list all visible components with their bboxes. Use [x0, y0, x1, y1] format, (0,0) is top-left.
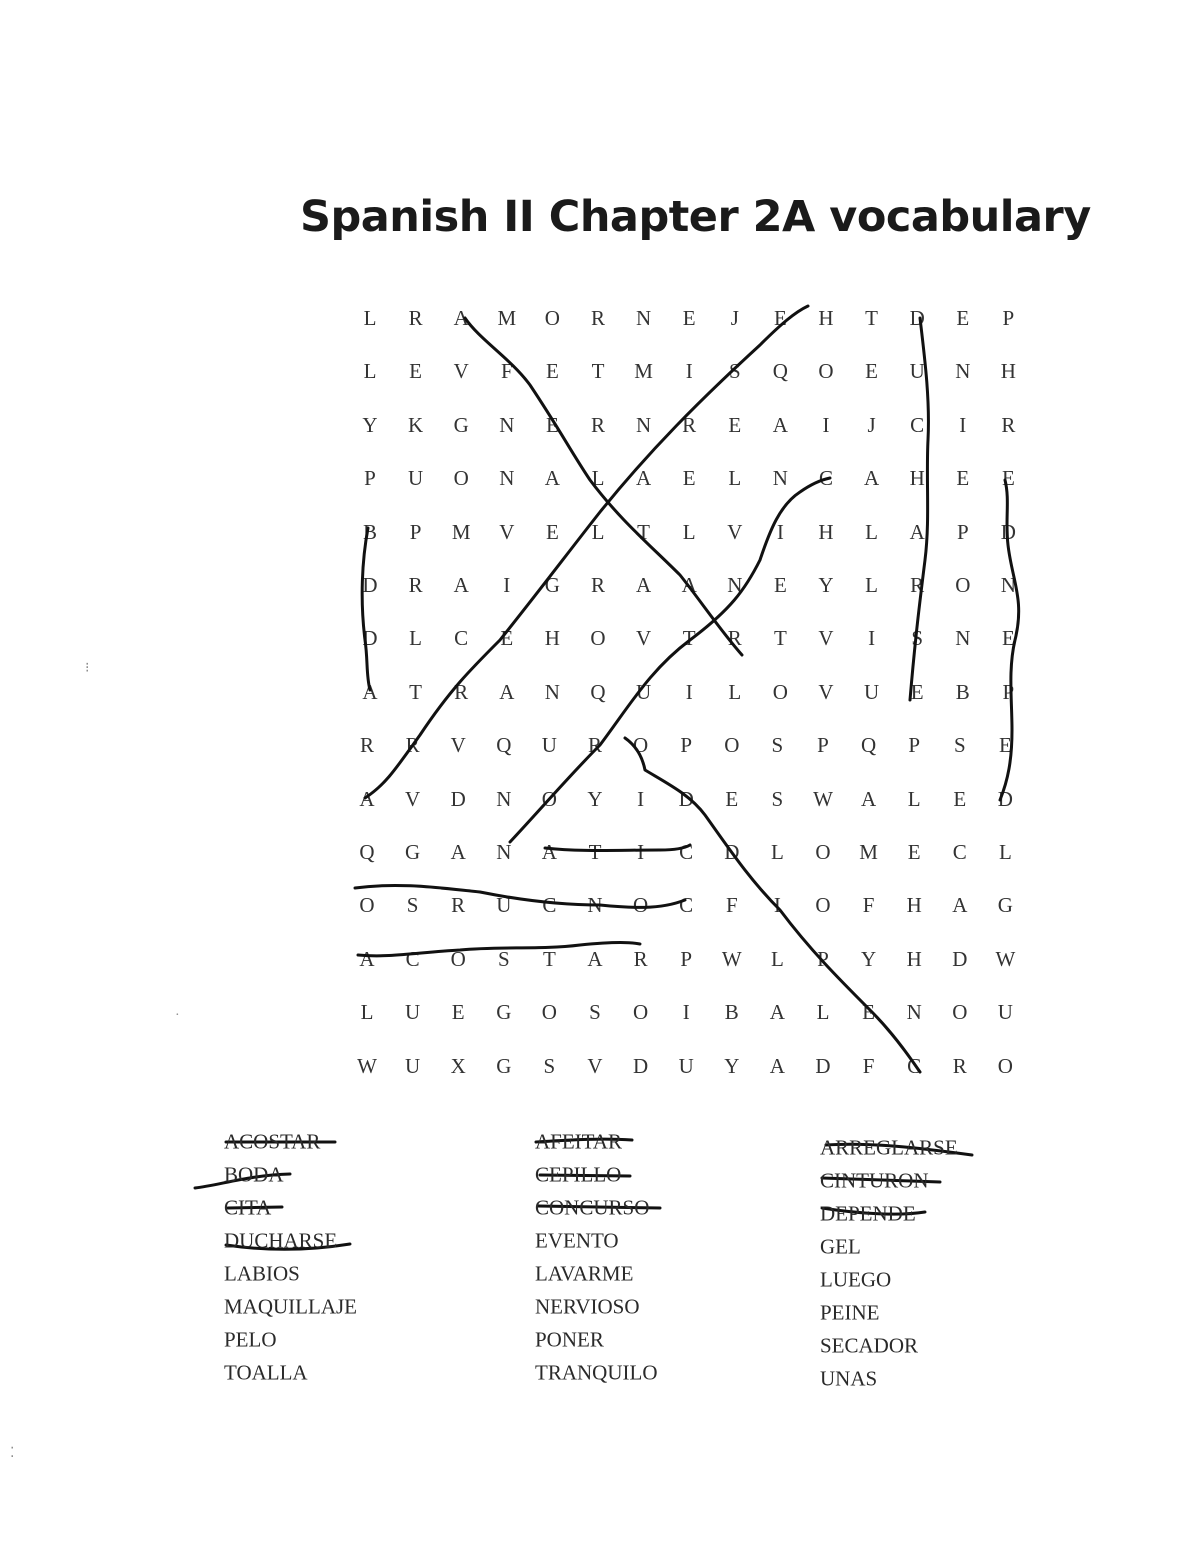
- grid-letter: L: [998, 840, 1012, 864]
- grid-letter: C: [679, 893, 694, 918]
- grid-letter: O: [818, 359, 834, 384]
- grid-letter: M: [497, 306, 517, 330]
- grid-letter: R: [910, 573, 925, 597]
- grid-letter: E: [1001, 626, 1015, 651]
- grid-letter: U: [541, 733, 557, 758]
- grid-letter: F: [500, 359, 513, 384]
- grid-letter: T: [409, 679, 422, 704]
- grid-letter: M: [634, 359, 653, 384]
- vocab-word: TOALLA: [224, 1360, 308, 1385]
- grid-letter: U: [496, 893, 512, 918]
- grid-letter: N: [499, 412, 515, 437]
- grid-letter: A: [453, 306, 469, 330]
- grid-letter: B: [724, 1000, 739, 1025]
- grid-letter: E: [409, 359, 422, 384]
- grid-letter: E: [956, 306, 970, 330]
- grid-letter: T: [637, 519, 650, 544]
- grid-letter: E: [862, 1000, 875, 1025]
- grid-letter: G: [496, 1000, 512, 1025]
- grid-letter: U: [909, 359, 925, 384]
- grid-letter: Y: [724, 1053, 740, 1078]
- grid-letter: E: [545, 412, 559, 437]
- grid-letter: P: [409, 519, 422, 544]
- vocab-word: LUEGO: [820, 1267, 892, 1292]
- grid-letter: E: [451, 1000, 465, 1025]
- grid-letter: E: [500, 626, 514, 651]
- grid-letter: V: [405, 786, 421, 811]
- grid-letter: N: [906, 1000, 922, 1025]
- grid-letter: E: [773, 573, 787, 597]
- grid-letter: Q: [861, 733, 877, 758]
- grid-letter: V: [818, 679, 834, 704]
- grid-letter: N: [636, 306, 652, 330]
- grid-letter: R: [451, 893, 466, 918]
- vocab-word: DEPENDE: [820, 1201, 916, 1226]
- worksheet-title: Spanish II Chapter 2A vocabulary: [300, 192, 1091, 242]
- grid-letter: E: [545, 519, 559, 544]
- grid-letter: E: [728, 412, 742, 437]
- grid-letter: O: [952, 1000, 968, 1025]
- vocab-word: TRANQUILO: [535, 1360, 658, 1385]
- grid-letter: C: [454, 626, 469, 651]
- grid-letter: G: [405, 840, 421, 864]
- grid-letter: W: [813, 786, 833, 811]
- grid-letter: N: [955, 626, 971, 651]
- grid-letter: R: [359, 733, 374, 758]
- scan-speck: ⁝: [85, 661, 90, 676]
- grid-letter: L: [728, 466, 742, 491]
- grid-letter: V: [818, 626, 834, 651]
- grid-letter: P: [680, 733, 693, 758]
- grid-letter: A: [909, 519, 925, 544]
- grid-letter: Y: [587, 786, 603, 811]
- grid-letter: G: [496, 1053, 512, 1078]
- grid-letter: D: [678, 786, 694, 811]
- grid-letter: A: [769, 1000, 785, 1025]
- grid-letter: U: [997, 1000, 1013, 1025]
- grid-letter: I: [776, 519, 784, 544]
- grid-letter: O: [815, 840, 831, 864]
- grid-letter: L: [591, 466, 605, 491]
- grid-letter: H: [906, 893, 922, 918]
- grid-letter: S: [911, 626, 924, 651]
- vocab-word: NERVIOSO: [535, 1294, 640, 1319]
- grid-letter: I: [682, 1000, 690, 1025]
- grid-letter: T: [542, 946, 556, 971]
- grid-letter: L: [907, 786, 921, 811]
- grid-letter: L: [770, 946, 784, 971]
- grid-letter: L: [728, 679, 742, 704]
- grid-letter: W: [995, 946, 1016, 971]
- grid-letter: S: [497, 946, 510, 971]
- grid-letter: O: [955, 573, 971, 597]
- grid-letter: Q: [359, 840, 375, 864]
- grid-letter: U: [678, 1053, 694, 1078]
- grid-letter: V: [499, 519, 515, 544]
- grid-letter: I: [822, 412, 830, 437]
- grid-letter: H: [909, 466, 925, 491]
- grid-letter: M: [451, 519, 471, 544]
- grid-letter: L: [865, 573, 878, 597]
- grid-letter: L: [363, 359, 377, 384]
- grid-letter: L: [816, 1000, 830, 1025]
- grid-letter: A: [450, 840, 466, 864]
- grid-letter: A: [587, 946, 603, 971]
- grid-letter: O: [997, 1053, 1013, 1078]
- grid-letter: O: [772, 679, 788, 704]
- grid-letter: E: [545, 359, 559, 384]
- grid-letter: O: [359, 893, 375, 918]
- scan-speck: ⁚: [10, 1446, 15, 1461]
- grid-letter: A: [359, 946, 375, 971]
- grid-letter: U: [864, 679, 880, 704]
- grid-letter: B: [362, 519, 377, 544]
- grid-letter: O: [450, 946, 466, 971]
- grid-letter: L: [360, 1000, 374, 1025]
- grid-letter: T: [865, 306, 878, 330]
- vocab-word: AFEITAR: [535, 1129, 622, 1154]
- grid-letter: O: [541, 786, 557, 811]
- grid-letter: P: [817, 946, 829, 971]
- grid-letter: E: [1001, 466, 1015, 491]
- grid-letter: R: [408, 573, 423, 597]
- grid-letter: E: [865, 359, 878, 384]
- grid-letter: P: [956, 519, 969, 544]
- grid-letter: O: [633, 733, 649, 758]
- grid-letter: R: [590, 573, 605, 597]
- grid-letter: G: [453, 412, 469, 437]
- vocab-word: CINTURON: [820, 1168, 929, 1193]
- grid-letter: A: [772, 412, 788, 437]
- grid-letter: N: [496, 840, 512, 864]
- grid-letter: R: [587, 733, 602, 758]
- grid-letter: D: [633, 1053, 649, 1078]
- vocab-word: DUCHARSE: [224, 1228, 338, 1253]
- grid-letter: V: [727, 519, 743, 544]
- grid-letter: R: [590, 412, 605, 437]
- grid-letter: A: [952, 893, 968, 918]
- grid-letter: P: [1002, 306, 1015, 330]
- vocab-word: PONER: [535, 1327, 604, 1352]
- grid-letter: T: [682, 626, 696, 651]
- grid-letter: O: [541, 1000, 557, 1025]
- grid-letter: T: [588, 840, 602, 864]
- grid-letter: U: [636, 679, 652, 704]
- grid-letter: S: [728, 359, 741, 384]
- grid-letter: R: [1001, 412, 1016, 437]
- grid-letter: E: [953, 786, 967, 811]
- grid-letter: P: [1002, 679, 1015, 704]
- grid-letter: K: [408, 412, 424, 437]
- grid-letter: C: [542, 893, 557, 918]
- grid-letter: E: [773, 306, 787, 330]
- grid-letter: A: [362, 679, 378, 704]
- grid-letter: N: [772, 466, 788, 491]
- vocab-word: SECADOR: [820, 1333, 919, 1358]
- grid-letter: S: [771, 786, 784, 811]
- grid-letter: I: [773, 893, 781, 918]
- grid-letter: D: [909, 306, 925, 330]
- vocab-word: LABIOS: [224, 1261, 300, 1286]
- grid-letter: U: [405, 1053, 421, 1078]
- grid-letter: A: [864, 466, 880, 491]
- grid-letter: I: [685, 359, 693, 384]
- grid-letter: R: [405, 733, 420, 758]
- grid-letter: L: [865, 519, 878, 544]
- grid-letter: C: [405, 946, 420, 971]
- grid-letter: E: [956, 466, 970, 491]
- grid-letter: H: [906, 946, 922, 971]
- grid-letter: S: [589, 1000, 601, 1025]
- grid-letter: U: [405, 1000, 421, 1025]
- grid-letter: C: [818, 466, 833, 491]
- grid-letter: R: [590, 306, 605, 330]
- grid-letter: O: [544, 306, 560, 330]
- grid-letter: P: [908, 733, 921, 758]
- grid-letter: W: [357, 1053, 377, 1078]
- grid-letter: V: [587, 1053, 603, 1078]
- grid-letter: N: [499, 466, 515, 491]
- vocab-word: CITA: [224, 1195, 272, 1220]
- grid-letter: L: [409, 626, 422, 651]
- grid-letter: E: [907, 840, 921, 864]
- grid-letter: T: [773, 626, 787, 651]
- grid-letter: E: [910, 679, 924, 704]
- grid-letter: A: [681, 573, 697, 597]
- grid-letter: X: [450, 1053, 466, 1078]
- grid-letter: M: [859, 840, 878, 864]
- grid-letter: C: [952, 840, 967, 864]
- grid-letter: I: [637, 840, 645, 864]
- vocab-word: PEINE: [820, 1300, 880, 1325]
- grid-letter: N: [727, 573, 743, 597]
- grid-letter: H: [818, 519, 834, 544]
- grid-letter: H: [818, 306, 834, 330]
- grid-letter: D: [724, 840, 740, 864]
- grid-letter: E: [725, 786, 739, 811]
- scan-speck: ·: [175, 1008, 180, 1023]
- grid-letter: P: [817, 733, 829, 758]
- grid-letter: D: [952, 946, 968, 971]
- grid-letter: N: [636, 412, 652, 437]
- grid-letter: R: [682, 412, 697, 437]
- grid-letter: F: [862, 893, 875, 918]
- grid-letter: S: [771, 733, 784, 758]
- grid-letter: P: [364, 466, 376, 491]
- grid-letter: R: [408, 306, 423, 330]
- grid-letter: Q: [590, 679, 606, 704]
- vocab-word: UNAS: [820, 1366, 878, 1391]
- grid-letter: O: [453, 466, 469, 491]
- grid-letter: H: [544, 626, 560, 651]
- grid-letter: V: [453, 359, 469, 384]
- grid-letter: O: [724, 733, 740, 758]
- vocab-word: MAQUILLAJE: [224, 1294, 357, 1319]
- grid-letter: F: [725, 893, 738, 918]
- grid-letter: A: [861, 786, 877, 811]
- grid-letter: I: [503, 573, 511, 597]
- grid-letter: D: [1000, 519, 1016, 544]
- vocab-word: LAVARME: [535, 1261, 634, 1286]
- grid-letter: V: [450, 733, 466, 758]
- grid-letter: E: [682, 306, 696, 330]
- grid-letter: H: [1000, 359, 1016, 384]
- grid-letter: O: [590, 626, 606, 651]
- grid-letter: L: [363, 306, 377, 330]
- grid-letter: J: [730, 306, 739, 330]
- grid-letter: N: [496, 786, 512, 811]
- grid-letter: L: [770, 840, 784, 864]
- grid-letter: N: [544, 679, 560, 704]
- grid-letter: T: [591, 359, 605, 384]
- grid-letter: G: [544, 573, 560, 597]
- grid-letter: O: [815, 893, 831, 918]
- grid-letter: Y: [818, 573, 834, 597]
- grid-letter: W: [721, 946, 742, 971]
- grid-letter: C: [679, 840, 694, 864]
- grid-letter: D: [362, 573, 378, 597]
- grid-letter: I: [868, 626, 876, 651]
- grid-letter: Q: [496, 733, 512, 758]
- grid-letter: E: [682, 466, 696, 491]
- grid-letter: P: [680, 946, 693, 971]
- grid-letter: S: [953, 733, 966, 758]
- grid-letter: C: [907, 1053, 922, 1078]
- grid-letter: I: [685, 679, 693, 704]
- grid-letter: D: [362, 626, 378, 651]
- grid-letter: N: [587, 893, 603, 918]
- grid-letter: R: [952, 1053, 967, 1078]
- grid-letter: L: [591, 519, 605, 544]
- grid-letter: U: [408, 466, 424, 491]
- vocab-word: CONCURSO: [535, 1195, 650, 1220]
- vocab-word: CEPILLO: [535, 1162, 622, 1187]
- grid-letter: V: [636, 626, 652, 651]
- vocab-word: PELO: [224, 1327, 277, 1352]
- vocab-word: ACOSTAR: [224, 1129, 321, 1154]
- grid-letter: Y: [362, 412, 378, 437]
- grid-letter: F: [862, 1053, 875, 1078]
- grid-letter: A: [544, 466, 560, 491]
- grid-letter: Q: [772, 359, 788, 384]
- grid-letter: S: [406, 893, 419, 918]
- grid-letter: A: [453, 573, 469, 597]
- grid-letter: G: [997, 893, 1013, 918]
- grid-letter: A: [636, 466, 652, 491]
- grid-letter: Y: [861, 946, 877, 971]
- grid-letter: N: [1000, 573, 1016, 597]
- grid-letter: A: [499, 679, 515, 704]
- grid-letter: A: [636, 573, 652, 597]
- grid-letter: D: [997, 786, 1013, 811]
- grid-letter: A: [541, 840, 557, 864]
- grid-letter: A: [769, 1053, 785, 1078]
- grid-letter: L: [682, 519, 696, 544]
- grid-letter: O: [633, 1000, 649, 1025]
- grid-letter: A: [359, 786, 375, 811]
- grid-letter: R: [727, 626, 742, 651]
- vocab-word: ARREGLARSE: [820, 1135, 958, 1160]
- grid-letter: D: [815, 1053, 831, 1078]
- grid-letter: B: [955, 679, 970, 704]
- grid-letter: J: [867, 412, 876, 437]
- grid-letter: D: [450, 786, 466, 811]
- vocab-word: EVENTO: [535, 1228, 619, 1253]
- grid-letter: S: [543, 1053, 556, 1078]
- vocab-word: BODA: [224, 1162, 284, 1187]
- grid-letter: N: [955, 359, 971, 384]
- grid-letter: I: [637, 786, 645, 811]
- grid-letter: E: [998, 733, 1012, 758]
- grid-letter: C: [910, 412, 925, 437]
- grid-letter: R: [454, 679, 469, 704]
- grid-letter: R: [633, 946, 648, 971]
- grid-letter: I: [959, 412, 967, 437]
- grid-letter: O: [633, 893, 649, 918]
- vocab-word: GEL: [820, 1234, 861, 1259]
